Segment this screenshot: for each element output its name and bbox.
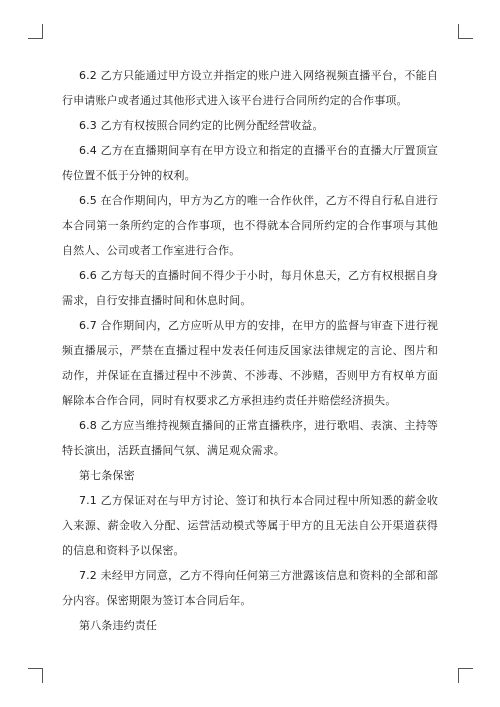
clause-7-1: 7.1 乙方保证对在与甲方讨论、签订和执行本合同过程中所知悉的薪金收入来源、薪金收入分配、运营活动模式等属于甲方的且无法自公开渠道获得的信息和资料予以保密。 (62, 494, 438, 557)
crop-mark-bottom-left (28, 668, 43, 683)
crop-mark-bottom-right (458, 668, 473, 683)
clause-6-8: 6.8 乙方应当维持视频直播间的正常直播秩序，进行歌唱、表演、主持等特长演出，活跃直播间气氛、满足观众需求。 (62, 419, 438, 457)
section-heading-confidentiality: 第七条保密 (79, 469, 135, 482)
clause-6-4: 6.4 乙方在直播期间享有在甲方设立和指定的直播平台的直播大厅置顶宣传位置不低于分钟的权利。 (62, 144, 438, 182)
clause-6-3: 6.3 乙方有权按照合同约定的比例分配经营收益。 (79, 119, 324, 132)
clause-6-5: 6.5 在合作期间内，甲方为乙方的唯一合作伙伴，乙方不得自行私自进行本合同第一条所约定的合作事项，也不得就本合同所约定的合作事项与其他自然人、公司或者工作室进行合作。 (62, 194, 438, 257)
clause-6-2: 6.2 乙方只能通过甲方设立并指定的账户进入网络视频直播平台，不能自行申请账户或者通过其他形式进入该平台进行合同所约定的合作事项。 (62, 69, 438, 107)
clause-6-6: 6.6 乙方每天的直播时间不得少于小时，每月休息天，乙方有权根据自身需求，自行安排直播时间和休息时间。 (62, 269, 438, 307)
clause-7-2: 7.2 未经甲方同意，乙方不得向任何第三方泄露该信息和资料的全部和部分内容。保密期限为签订本合同后年。 (62, 569, 438, 607)
document-body (62, 63, 438, 638)
clause-6-7: 6.7 合作期间内，乙方应听从甲方的安排，在甲方的监督与审查下进行视频直播展示，严禁在直播过程中发表任何违反国家法律规定的言论、图片和动作，并保证在直播过程中不涉黄、不涉毒、不涉赌，否则甲方有权单方面解除本合作合同，同时有权要求乙方承担违约责任并赔偿经济损失。 (62, 319, 438, 407)
section-heading-liability: 第八条违约责任 (79, 619, 158, 632)
crop-mark-top-right (458, 24, 473, 39)
crop-mark-top-left (28, 24, 43, 39)
